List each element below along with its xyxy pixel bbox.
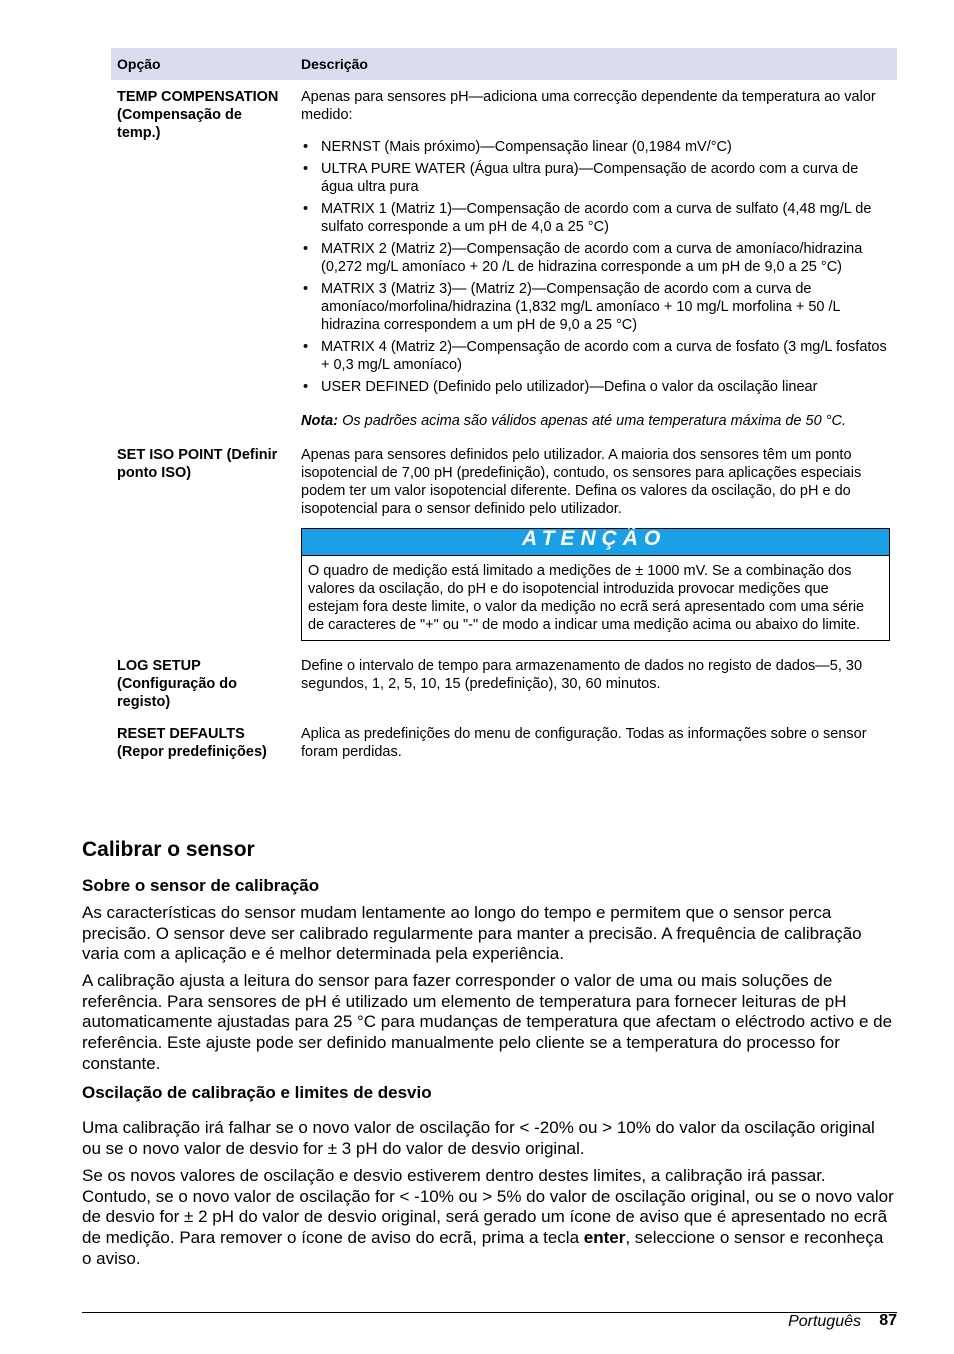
list-item: • USER DEFINED (Definido pelo utilizador)—Defina o valor da oscilação linear <box>301 378 891 396</box>
section-title: Calibrar o sensor <box>82 838 255 861</box>
compensation-list <box>301 138 891 396</box>
paragraph: As características do sensor mudam lentamente ao longo do tempo e permitem que o sensor perca precisão. O sensor deve ser calibrado regularmente para manter a precisão. A frequência de calibração varia com a aplicação e é melhor determinada pela experiência. <box>82 903 862 964</box>
option-description: Define o intervalo de tempo para armazenamento de dados no registo de dados—5, 30 segundos, 1, 2, 5, 10, 15 (predefinição), 30, 60 minutos. <box>301 658 863 692</box>
option-description <box>295 430 897 641</box>
option-name: SET ISO POINT (Definir ponto ISO) <box>117 447 278 481</box>
note <box>301 412 891 430</box>
paragraph-text: Se os novos valores de oscilação e desvio estiverem dentro destes limites, a calibração irá passar. Contudo, se o novo valor de oscilação for < -10% ou > 5% do valor de oscilação original, ou se o novo valor de desvio for ± 2 pH do valor de desvio original, será gerado um ícone de aviso que é apresentado no ecrã de medição. Para remover o ícone de aviso do ecrã, prima a tecla <box>82 1166 894 1248</box>
caution-title: ATENÇÃO <box>302 529 889 556</box>
subsection-title: Sobre o sensor de calibração <box>82 876 320 895</box>
table-row <box>111 711 897 761</box>
paragraph: Uma calibração irá falhar se o novo valor de oscilação for < -20% ou > 10% do valor da oscilação original ou se o novo valor de desvio for ± 3 pH do valor de desvio original. <box>82 1118 875 1158</box>
list-item: • ULTRA PURE WATER (Água ultra pura)—Compensação de acordo com a curva de água ultra pura <box>301 160 891 196</box>
table-row <box>111 80 897 430</box>
table-header-row <box>111 48 897 80</box>
list-item: • MATRIX 1 (Matriz 1)—Compensação de acordo com a curva de sulfato (4,48 mg/L de sulfato corresponde a um pH de 4,0 a 25 °C) <box>301 200 891 236</box>
option-description: Aplica as predefinições do menu de configuração. Todas as informações sobre o sensor foram perdidas. <box>301 726 867 760</box>
paragraph: A calibração ajusta a leitura do sensor para fazer corresponder o valor de uma ou mais soluções de referência. Para sensores de pH é utilizado um elemento de temperatura para fornecer leituras de pH automaticamente ajustadas para 25 °C para mudanças de temperatura que afectam o eléctrodo activo e de referência. Este ajuste pode ser definido manualmente pelo cliente se a temperatura do processo for constante. <box>82 971 893 1073</box>
note-label: Nota: <box>301 413 339 429</box>
option-name: RESET DEFAULTS (Repor predefinições) <box>117 726 267 760</box>
footer-divider <box>82 1312 897 1313</box>
caution-text: O quadro de medição está limitado a medições de ± 1000 mV. Se a combinação dos valores da oscilação, do pH e do isopotencial introduzida provocar medições que estejam fora deste limite, o valor da medição no ecrã será apresentado com uma série de caracteres de "+" ou "-" de modo a indicar uma medição acima ou abaixo do limite. <box>308 563 865 633</box>
description-text: Apenas para sensores definidos pelo utilizador. A maioria dos sensores têm um ponto isopotencial de 7,00 pH (predefinição), contudo, os sensores para aplicações especiais podem ter um valor isopotencial diferente. Defina os valores da oscilação, do pH e do isopotencial para o sensor definido pelo utilizador. <box>301 447 862 517</box>
table-row <box>111 430 897 641</box>
table-row <box>111 641 897 711</box>
list-item: • MATRIX 3 (Matriz 3)— (Matriz 2)—Compensação de acordo com a curva de amoníaco/morfolina/hidrazina (1,832 mg/L amoníaco + 10 mg/L morfolina + 50 /L hidrazina correspondem a um pH de 9,0 a 25 °C) <box>301 280 891 334</box>
column-header-description: Descrição <box>295 48 897 80</box>
list-item: • NERNST (Mais próximo)—Compensação linear (0,1984 mV/°C) <box>301 138 891 156</box>
list-item: • MATRIX 2 (Matriz 2)—Compensação de acordo com a curva de amoníaco/hidrazina (0,272 mg/L amoníaco + 20 /L de hidrazina corresponde a um pH de 9,0 a 25 °C) <box>301 240 891 276</box>
paragraph-text: , seleccione o sensor e reconheça o aviso. <box>82 1228 884 1268</box>
caution-box <box>301 528 890 641</box>
description-intro: Apenas para sensores pH—adiciona uma correcção dependente da temperatura ao valor medido: <box>301 89 876 123</box>
list-item: • MATRIX 4 (Matriz 2)—Compensação de acordo com a curva de fosfato (3 mg/L fosfatos + 0,3 mg/L amoníaco) <box>301 338 891 374</box>
option-name: TEMP COMPENSATION (Compensação de temp.) <box>117 89 279 141</box>
option-name: LOG SETUP (Configuração do registo) <box>117 658 238 710</box>
options-table <box>111 48 897 761</box>
paragraph <box>82 1166 894 1270</box>
note-text: Os padrões acima são válidos apenas até uma temperatura máxima de 50 °C. <box>338 413 846 429</box>
option-description <box>295 80 897 430</box>
footer-language: Português <box>788 1313 861 1330</box>
column-header-option: Opção <box>111 48 295 80</box>
subsection-title: Oscilação de calibração e limites de desvio <box>82 1083 432 1102</box>
page-number: 87 <box>879 1312 897 1329</box>
key-name: enter <box>583 1228 626 1248</box>
